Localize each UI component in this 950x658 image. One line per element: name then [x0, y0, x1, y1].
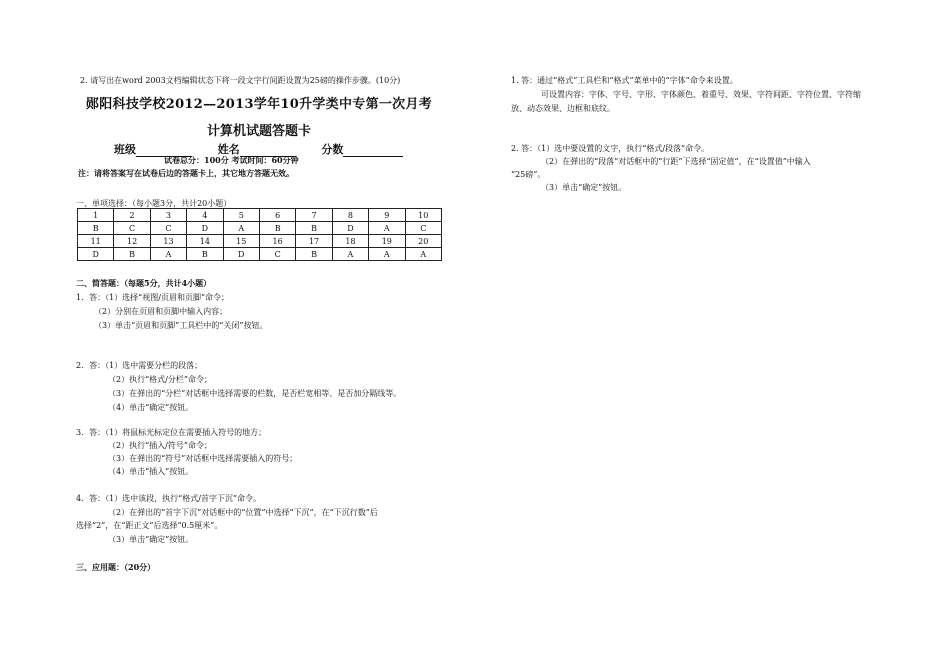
q4-line: 选择“2”，在“距正文”后选择“0.5厘米”。	[76, 521, 223, 530]
section2-title: 二、简答题：（每题5分，共计4小题）	[76, 278, 212, 288]
table-cell: 9	[369, 209, 405, 222]
table-cell: D	[78, 248, 114, 261]
q1-line: 1．答：（1）选择“视图/页眉和页脚”命令；	[76, 293, 230, 302]
q4-line: （2）在弹出的“首字下沉”对话框中的“位置”中选择“下沉”，在“下沉行数”后	[108, 508, 378, 517]
table-cell: B	[187, 248, 223, 261]
table-cell: B	[296, 248, 332, 261]
table-cell: C	[114, 222, 150, 235]
table-cell: 12	[114, 235, 150, 248]
q2-line: （3）在弹出的“分栏”对话框中选择需要的栏数，是否栏宽相等、是否加分隔线等。	[108, 389, 402, 398]
q1-line: （2）分别在页眉和页脚中输入内容；	[94, 307, 228, 316]
q2-line: （4）单击“确定”按钮。	[108, 403, 194, 412]
score-label: 分数	[321, 143, 344, 156]
table-cell: 16	[259, 235, 295, 248]
top-question: 2. 请写出在word 2003文档编辑状态下将一段文字行间距设置为25磅的操作步骤。(10分)	[80, 76, 401, 85]
table-cell: 4	[187, 209, 223, 222]
table-row	[78, 209, 442, 222]
table-cell: C	[405, 222, 441, 235]
table-cell: A	[405, 248, 441, 261]
table-cell: 1	[78, 209, 114, 222]
table-cell: 18	[332, 235, 368, 248]
table-cell: 17	[296, 235, 332, 248]
q1-line: （3）单击“页眉和页脚”工具栏中的“关闭”按钮。	[94, 321, 268, 330]
table-row	[78, 235, 442, 248]
table-cell: D	[187, 222, 223, 235]
a2-line: （3）单击“确定”按钮。	[541, 183, 627, 192]
table-cell: A	[369, 248, 405, 261]
class-label: 班级	[114, 143, 136, 156]
exam-meta: 试卷总分：100分 考试时间：60分钟	[164, 155, 299, 165]
table-cell: 7	[296, 209, 332, 222]
a2-line: （2）在弹出的“段落”对话框中的“行距”下选择“固定值”，在“设置值”中输入	[541, 157, 811, 166]
table-cell: A	[332, 248, 368, 261]
table-cell: A	[150, 248, 186, 261]
table-cell: C	[259, 248, 295, 261]
table-cell: B	[114, 248, 150, 261]
exam-title: 郧阳科技学校2012—2013学年10升学类中专第一次月考	[85, 97, 433, 112]
table-cell: 6	[259, 209, 295, 222]
q4-line: （3）单击“确定”按钮。	[108, 535, 194, 544]
answer-sheet-title: 计算机试题答题卡	[206, 124, 311, 139]
section3-title: 三、应用题：（20分）	[76, 562, 156, 572]
q3-line: （4）单击“插入”按钮。	[108, 467, 194, 476]
table-cell: B	[259, 222, 295, 235]
q3-line: （3）在弹出的“符号”对话框中选择需要插入的符号；	[108, 454, 298, 463]
q4-line: 4．答：（1）选中该段，执行“格式/首字下沉”命令。	[76, 494, 262, 503]
table-cell: 8	[332, 209, 368, 222]
a2-line: “25磅”。	[511, 170, 546, 179]
q2-line: 2．答：（1）选中需要分栏的段落；	[76, 361, 203, 370]
table-cell: 19	[369, 235, 405, 248]
table-cell: 10	[405, 209, 441, 222]
table-cell: 3	[150, 209, 186, 222]
section1-title: 一、单项选择：（每小题3分，共计20小题）	[76, 199, 232, 208]
table-cell: 14	[187, 235, 223, 248]
q3-line: 3．答：（1）将鼠标光标定位在需要插入符号的地方；	[76, 428, 267, 437]
q3-line: （2）执行“插入/符号”命令；	[108, 441, 212, 450]
score-blank	[343, 145, 403, 157]
table-cell: 5	[223, 209, 259, 222]
exam-note: 注：请将答案写在试卷后边的答题卡上，其它地方答题无效。	[78, 168, 294, 178]
mc-answer-table	[77, 208, 442, 261]
table-cell: D	[223, 248, 259, 261]
table-cell: 20	[405, 235, 441, 248]
a2-line: 2. 答：（1）选中要设置的文字，执行“格式/段落”命令。	[511, 144, 710, 153]
table-cell: B	[78, 222, 114, 235]
table-row	[78, 222, 442, 235]
table-cell: D	[332, 222, 368, 235]
table-cell: A	[369, 222, 405, 235]
a1-line: 可设置内容：字体、字号、字形、字体颜色、着重号、效果、字符间距、字符位置、字符缩	[541, 90, 861, 99]
a1-line: 放、动态效果、边框和底纹。	[511, 104, 615, 113]
q2-line: （2）执行“格式/分栏”命令；	[108, 375, 212, 384]
table-cell: A	[223, 222, 259, 235]
table-cell: 2	[114, 209, 150, 222]
table-cell: 11	[78, 235, 114, 248]
table-row	[78, 248, 442, 261]
table-cell: 15	[223, 235, 259, 248]
table-cell: 13	[150, 235, 186, 248]
name-label: 姓名	[217, 143, 240, 156]
table-cell: B	[296, 222, 332, 235]
a1-line: 1. 答：通过“格式”工具栏和“格式”菜单中的“字体”命令来设置。	[511, 76, 738, 85]
table-cell: C	[150, 222, 186, 235]
